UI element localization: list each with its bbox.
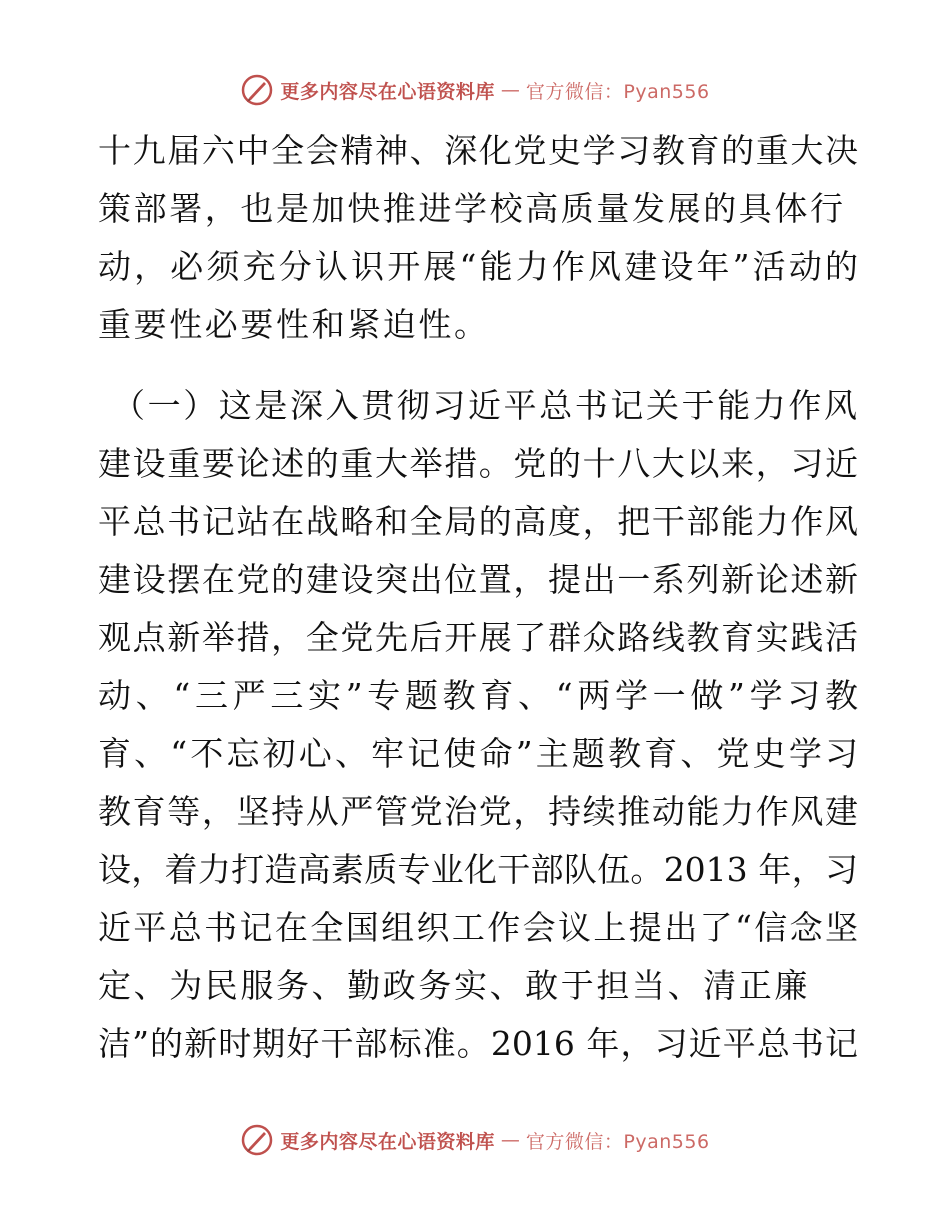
text-line: 建设摆在党的建设突出位置，提出一系列新论述新 [98,560,858,599]
text-line: 十九届六中全会精神、深化党史学习教育的重大决 [98,131,858,170]
text-line: （一）这是深入贯彻习近平总书记关于能力作风 [112,386,860,425]
paragraph-1 [98,122,858,354]
watermark-dash: — [500,79,520,101]
watermark-contact-text: 官方微信：Pyan556 [525,80,710,103]
watermark-dash: — [500,1129,520,1151]
text-line: 教育等，坚持从严管党治党，持续推动能力作风建 [98,792,858,831]
text-line: 建设重要论述的重大举措。党的十八大以来，习近 [98,444,858,483]
watermark-main-text: 更多内容尽在心语资料库 [280,80,495,103]
text-line: 重要性必要性和紧迫性。 [98,305,490,344]
quill-pen-icon [240,1123,274,1157]
text-line: 平总书记站在战略和全局的高度，把干部能力作风 [98,502,858,541]
text-line: 设，着力打造高素质专业化干部队伍。2013 年，习 [98,850,858,889]
text-line: 动、“三严三实”专题教育、“两学一做”学习教 [98,676,858,715]
header-watermark [0,70,950,110]
watermark-contact-text: 官方微信：Pyan556 [525,1130,710,1153]
document-body [98,122,858,1073]
footer-watermark [0,1120,950,1160]
watermark-main-text: 更多内容尽在心语资料库 [280,1130,495,1153]
text-line: 洁”的新时期好干部标准。2016 年，习近平总书记 [98,1024,858,1063]
paragraph-2 [98,377,858,1073]
text-line: 观点新举措，全党先后开展了群众路线教育实践活 [98,618,858,657]
text-line: 定、为民服务、勤政务实、敢于担当、清正廉 [98,966,810,1005]
text-line: 动，必须充分认识开展“能力作风建设年”活动的 [98,247,858,286]
text-line: 育、“不忘初心、牢记使命”主题教育、党史学习 [98,734,858,773]
quill-pen-icon [240,73,274,107]
text-line: 近平总书记在全国组织工作会议上提出了“信念坚 [98,908,858,947]
text-line: 策部署，也是加快推进学校高质量发展的具体行 [98,189,846,228]
